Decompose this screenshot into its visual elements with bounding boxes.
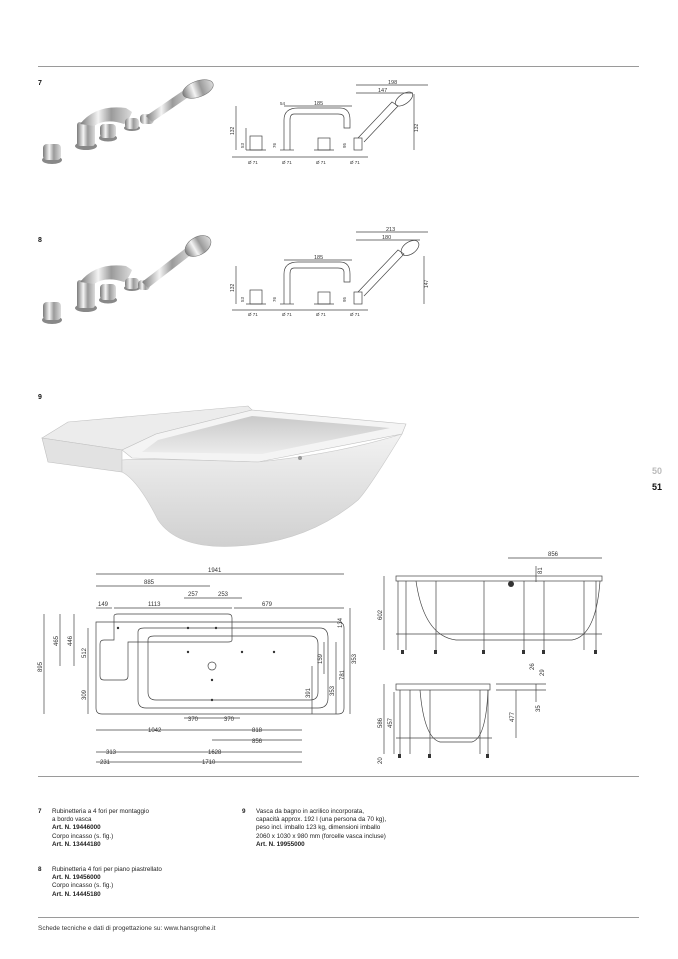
dim-9-side-29: 29 [540, 669, 546, 676]
dim-7-198: 198 [388, 80, 398, 86]
faucet-7-technical-drawing [228, 80, 433, 170]
dim-8-76: 76 [272, 296, 277, 302]
dim-8-180: 180 [382, 235, 392, 241]
dim-7-95: 95 [342, 142, 347, 148]
dim-9-818: 818 [252, 728, 263, 734]
dim-9-side-35: 35 [536, 705, 542, 712]
caption-rule [38, 776, 639, 777]
item-number-8: 8 [38, 237, 42, 244]
label-8-d71-a: Ø 71 [248, 312, 258, 317]
dim-9-1710: 1710 [202, 760, 216, 766]
faucet-8-product-image [36, 234, 216, 326]
dim-9-512: 512 [82, 647, 88, 658]
caption-8-art2: Art. N. 14445180 [52, 890, 101, 898]
previous-page-number: 50 [652, 466, 663, 476]
dim-8-95: 95 [342, 296, 347, 302]
caption-7-art1: Art. N. 19446000 [52, 824, 101, 832]
dim-7-185: 185 [314, 101, 324, 107]
dim-7-132a: 132 [230, 126, 236, 135]
label-8-d71-d: Ø 71 [350, 312, 360, 317]
caption-8-art1: Art. N. 19456000 [52, 874, 101, 882]
dim-9-side-586: 586 [378, 717, 384, 728]
dim-9-1941: 1941 [208, 568, 222, 574]
dim-9-231: 231 [100, 760, 111, 766]
dim-9-679: 679 [262, 602, 273, 608]
dim-9-1628: 1628 [208, 750, 222, 756]
dim-9-side-20: 20 [378, 757, 384, 764]
caption-7-line2: a bordo vasca [52, 816, 92, 824]
label-8-d71-c: Ø 71 [316, 312, 326, 317]
item-number-9: 9 [38, 394, 42, 401]
faucet-7-product-image [36, 78, 216, 168]
dim-7-53: 53 [240, 142, 245, 148]
caption-8-number: 8 [38, 866, 42, 873]
dim-9-370a: 370 [188, 717, 199, 723]
dim-9-159: 159 [318, 653, 324, 664]
bathtub-plan-view-drawing [38, 568, 358, 768]
item-number-7: 7 [38, 80, 42, 87]
label-7-d71-a: Ø 71 [248, 160, 258, 165]
dim-9-side-856: 856 [548, 552, 559, 558]
caption-item-7 [38, 808, 222, 849]
dim-9-353b: 353 [330, 685, 336, 696]
dim-9-149: 149 [98, 602, 109, 608]
dim-9-856: 856 [252, 739, 263, 745]
caption-7-line1: Rubinetteria a 4 fori per montaggio [52, 808, 149, 815]
dim-8-185: 185 [314, 255, 324, 261]
caption-8-line1: Rubinetteria 4 fori per piano piastrellato [52, 866, 162, 873]
caption-item-9 [242, 808, 436, 849]
dim-8-213: 213 [386, 227, 396, 233]
dim-9-1042: 1042 [148, 728, 162, 734]
footer-text: Schede tecniche e dati di progettazione su: www.hansgrohe.it [38, 925, 216, 932]
dim-8-147: 147 [424, 279, 430, 288]
dim-9-370b: 370 [224, 717, 235, 723]
top-rule [38, 66, 639, 67]
caption-item-8 [38, 866, 232, 899]
dim-9-353a: 353 [352, 653, 358, 664]
dim-9-895: 895 [38, 661, 44, 672]
caption-9-line3: peso incl. imballo 123 kg, dimensioni imballo [256, 824, 381, 832]
dim-9-391: 391 [306, 687, 312, 698]
footer-rule [38, 917, 639, 918]
dim-8-132: 132 [230, 283, 236, 292]
caption-7-line3: Corpo incasso (s. fig.) [52, 832, 114, 840]
dim-9-465: 465 [54, 635, 60, 646]
dim-9-781: 781 [340, 669, 346, 680]
bathtub-side-view-drawing [376, 552, 616, 766]
caption-7-art2: Art. N. 13444180 [52, 840, 101, 848]
dim-9-side-477: 477 [510, 711, 516, 722]
dim-9-257: 257 [188, 592, 199, 598]
caption-9-art1: Art. N. 19955000 [256, 840, 305, 848]
dim-9-1113: 1113 [148, 602, 161, 608]
faucet-8-technical-drawing [228, 226, 433, 318]
dim-8-53: 53 [240, 296, 245, 302]
caption-9-line4: 2060 x 1030 x 980 mm (forcelle vasca incluse) [256, 832, 386, 840]
caption-9-number: 9 [242, 808, 246, 815]
dim-9-885: 885 [144, 580, 155, 586]
dim-9-313: 313 [106, 750, 117, 756]
label-7-d71-d: Ø 71 [350, 160, 360, 165]
dim-9-side-457: 457 [388, 717, 394, 728]
label-8-d71-b: Ø 71 [282, 312, 292, 317]
current-page-number: 51 [652, 482, 663, 492]
label-7-d71-b: Ø 71 [282, 160, 292, 165]
caption-7-number: 7 [38, 808, 42, 815]
dim-7-54: 54 [280, 101, 286, 106]
caption-9-line2: capacità approx. 192 l (una persona da 70 kg), [256, 816, 387, 824]
dim-9-side-602: 602 [378, 609, 384, 620]
dim-9-134: 134 [338, 617, 344, 628]
caption-8-line2: Corpo incasso (s. fig.) [52, 882, 114, 890]
dim-7-132b: 132 [414, 123, 420, 132]
dim-9-446: 446 [68, 635, 74, 646]
dim-9-309: 309 [82, 689, 88, 700]
dim-9-side-26: 26 [530, 663, 536, 670]
label-7-d71-c: Ø 71 [316, 160, 326, 165]
caption-9-line1: Vasca da bagno in acrilico incorporata, [256, 808, 365, 815]
dim-9-side-81: 81 [538, 567, 544, 574]
bathtub-product-image [38, 400, 410, 550]
dim-7-147: 147 [378, 88, 388, 94]
dim-9-253: 253 [218, 592, 229, 598]
dim-7-76: 76 [272, 142, 277, 148]
